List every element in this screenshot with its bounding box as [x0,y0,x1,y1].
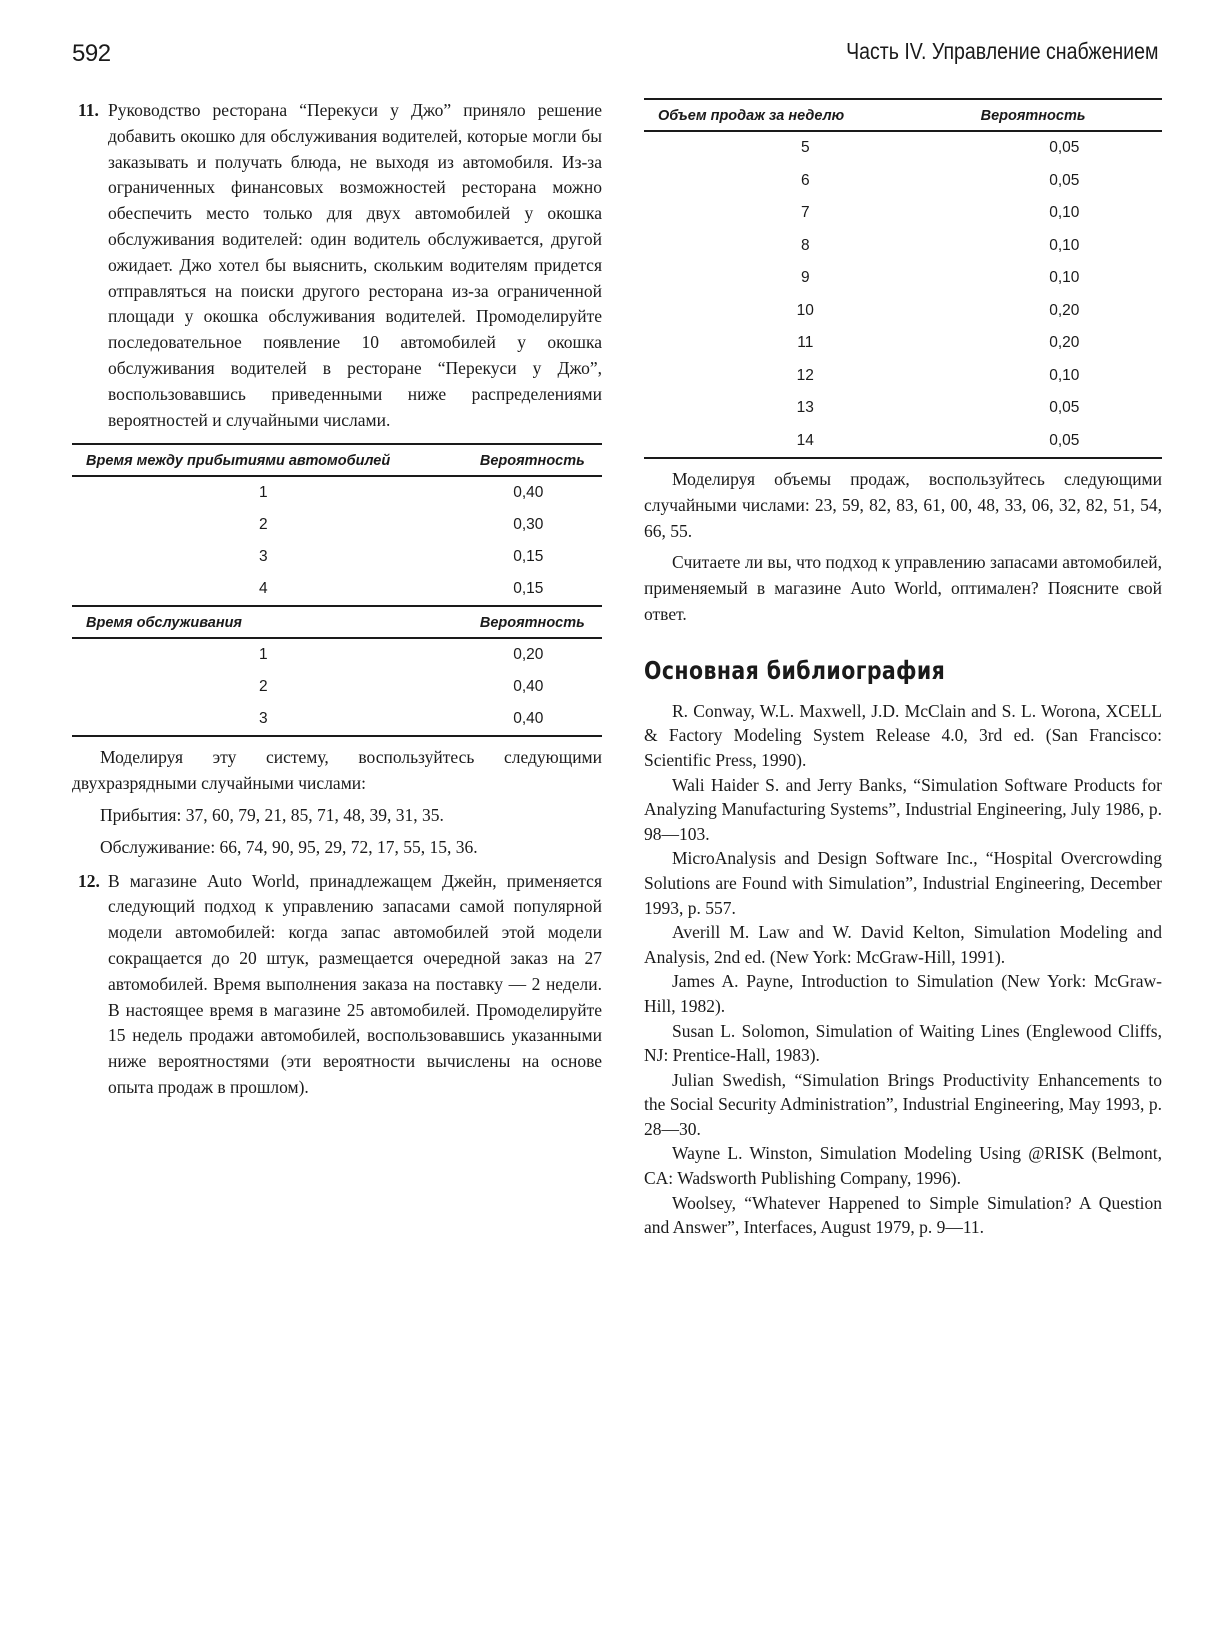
sales-table-col1: Объем продаж за неделю [644,99,967,131]
table-cell: 0,05 [1049,399,1080,417]
right-column [644,98,1162,1240]
bibliography-entry: Averill M. Law and W. David Kelton, Simulation Modeling and Analysis, 2nd ed. (New York: McGraw-Hill, 1991). [644,922,1162,967]
arrivals-random-numbers: Прибытия: 37, 60, 79, 21, 85, 71, 48, 39, 31, 35. [100,804,444,825]
table-cell: 0,05 [1049,139,1080,157]
service-table-col2: Вероятность [455,606,602,638]
bibliography-entry: Julian Swedish, “Simulation Brings Productivity Enhancements to the Social Security Administration”, Industrial Engineering, May 1993, p. 28—30. [644,1069,1162,1139]
table-row [644,131,1162,165]
table-cell: 0,10 [1049,236,1080,254]
table-cell: 8 [800,236,810,254]
table-cell: 0,40 [513,678,544,696]
table-row [72,509,602,541]
service-random-numbers: Обслуживание: 66, 74, 90, 95, 29, 72, 17, 55, 15, 36. [100,836,478,857]
table-row [644,425,1162,459]
problem-11-number: 11. [78,100,99,120]
table-cell: 0,40 [513,484,544,502]
table-row [72,541,602,573]
table-cell: 11 [797,334,814,352]
table-cell: 9 [800,269,810,287]
table-row [72,638,602,671]
bibliography-entry: Woolsey, “Whatever Happened to Simple Simulation? A Question and Answer”, Interfaces, August 1979, p. 9—11. [644,1192,1162,1238]
problem-12 [72,869,602,1101]
table-cell: 1 [259,484,268,502]
table-cell: 0,05 [1049,171,1080,189]
problem-12-number: 12. [78,870,100,891]
table-cell: 4 [259,580,268,598]
table-cell: 10 [796,301,814,319]
bibliography-entry: Wayne L. Winston, Simulation Modeling Using @RISK (Belmont, CA: Wadsworth Publishing Company, 1996). [644,1143,1162,1189]
table-cell: 0,10 [1049,204,1080,222]
page-number: 592 [72,40,111,67]
table-row [72,671,602,703]
problem-12-after-text: Моделируя объемы продаж, воспользуйтесь следующими случайными числами: 23, 59, 82, 83, 61, 00, 48, 33, 06, 32, 82, 51, 54, 66, 55. [644,469,1162,541]
arrival-time-table [72,443,602,737]
table-row [72,573,602,606]
arrival-table-col2: Вероятность [455,444,602,476]
table-cell: 0,15 [513,548,544,566]
bibliography-title: Основная библиография [644,655,946,685]
arrival-service-tables [72,443,602,737]
table-cell: 0,10 [1049,269,1080,287]
table-row [72,703,602,736]
table-cell: 12 [796,366,814,384]
bibliography-entry: Wali Haider S. and Jerry Banks, “Simulation Software Products for Analyzing Manufacturing Systems”, Industrial Engineering, July 1986, p. 98—103. [644,774,1162,844]
problem-11 [72,98,602,433]
weekly-sales-table [644,98,1162,459]
table-row [644,230,1162,263]
table-cell: 5 [800,139,810,157]
sales-table-wrap [644,98,1162,459]
problem-12-text: В магазине Auto World, принадлежащем Джейн, применяется следующий подход к управлению запасами самой популярной модели автомобилей: когда запас автомобилей этой модели сокращается до 20 штук, размещается очередной заказ на 27 автомобилей. Время выполнения заказа на поставку — 2 недели. В настоящее время в магазине 25 автомобилей. Промоделируйте 15 недель продажи автомобилей, воспользовавшись указанными ниже вероятностями (эти вероятности вычислены на основе опыта продаж в прошлом). [108,870,602,1097]
table-row [644,327,1162,360]
table-row [644,262,1162,295]
table-cell: 0,15 [513,580,544,598]
table-cell: 7 [800,204,810,222]
arrival-table-col1: Время между прибытиями автомобилей [72,444,455,476]
table-row [644,165,1162,198]
table-cell: 0,20 [1049,334,1080,352]
table-cell: 3 [259,548,268,566]
table-cell: 14 [796,431,814,449]
running-head: Часть IV. Управление снабжением [845,38,1158,64]
problem-11-text: Руководство ресторана “Перекуси у Джо” приняло решение добавить окошко для обслуживания водителей, которые могли бы заказывать и получать блюда, не выходя из автомобиля. Из-за ограниченных финансовых возможностей ресторана можно обеспечить место только для двух автомобилей у окошка обслуживания водителей: один водитель обслуживается, другой ожидает. Джо хотел бы выяснить, скольким водителям придется отправляться на поиски другого ресторана из-за ограниченной площади у окошка обслуживания водителей. Промоделируйте последовательное появление 10 автомобилей у окошка обслуживания водителей в ресторане “Перекуси у Джо”, воспользовавшись приведенными ниже распределениями вероятностей и случайными числами. [108,100,602,430]
table-row [644,360,1162,393]
table-cell: 6 [800,171,810,189]
table-row [644,197,1162,230]
left-column [72,98,602,1101]
table-cell: 0,05 [1049,431,1080,449]
bibliography-entry: James A. Payne, Introduction to Simulation (New York: McGraw-Hill, 1982). [644,971,1162,1016]
table-cell: 0,30 [513,516,544,534]
table-row [72,476,602,509]
table-cell: 0,40 [513,710,544,728]
table-cell: 0,20 [513,646,544,664]
bibliography-entry: Susan L. Solomon, Simulation of Waiting Lines (Englewood Cliffs, NJ: Prentice-Hall, 1983). [644,1020,1162,1066]
service-table-col1: Время обслуживания [72,606,455,638]
table-cell: 1 [259,646,268,664]
table-cell: 3 [259,710,268,728]
table-row [644,392,1162,425]
problem-11-after-text: Моделируя эту систему, воспользуйтесь следующими двухразрядными случайными числами: [72,747,602,794]
table-cell: 2 [259,678,268,696]
table-cell: 0,20 [1049,301,1080,319]
bibliography-entry: R. Conway, W.L. Maxwell, J.D. McClain and S. L. Worona, XCELL & Factory Modeling System Release 4.0, 3rd ed. (San Francisco: Scientific Press, 1990). [644,700,1162,770]
table-cell: 0,10 [1049,366,1080,384]
sales-table-col2: Вероятность [967,99,1162,131]
table-cell: 13 [796,399,814,417]
table-row [644,295,1162,328]
bibliography-entry: MicroAnalysis and Design Software Inc., “Hospital Overcrowding Solutions are Found with Simulation”, Industrial Engineering, December 1993, p. 557. [644,848,1162,918]
bibliography-list [644,699,1162,1240]
table-cell: 2 [259,516,268,534]
problem-12-question: Считаете ли вы, что подход к управлению запасами автомобилей, применяемый в магазине Auto World, оптимален? Поясните свой ответ. [644,552,1162,624]
